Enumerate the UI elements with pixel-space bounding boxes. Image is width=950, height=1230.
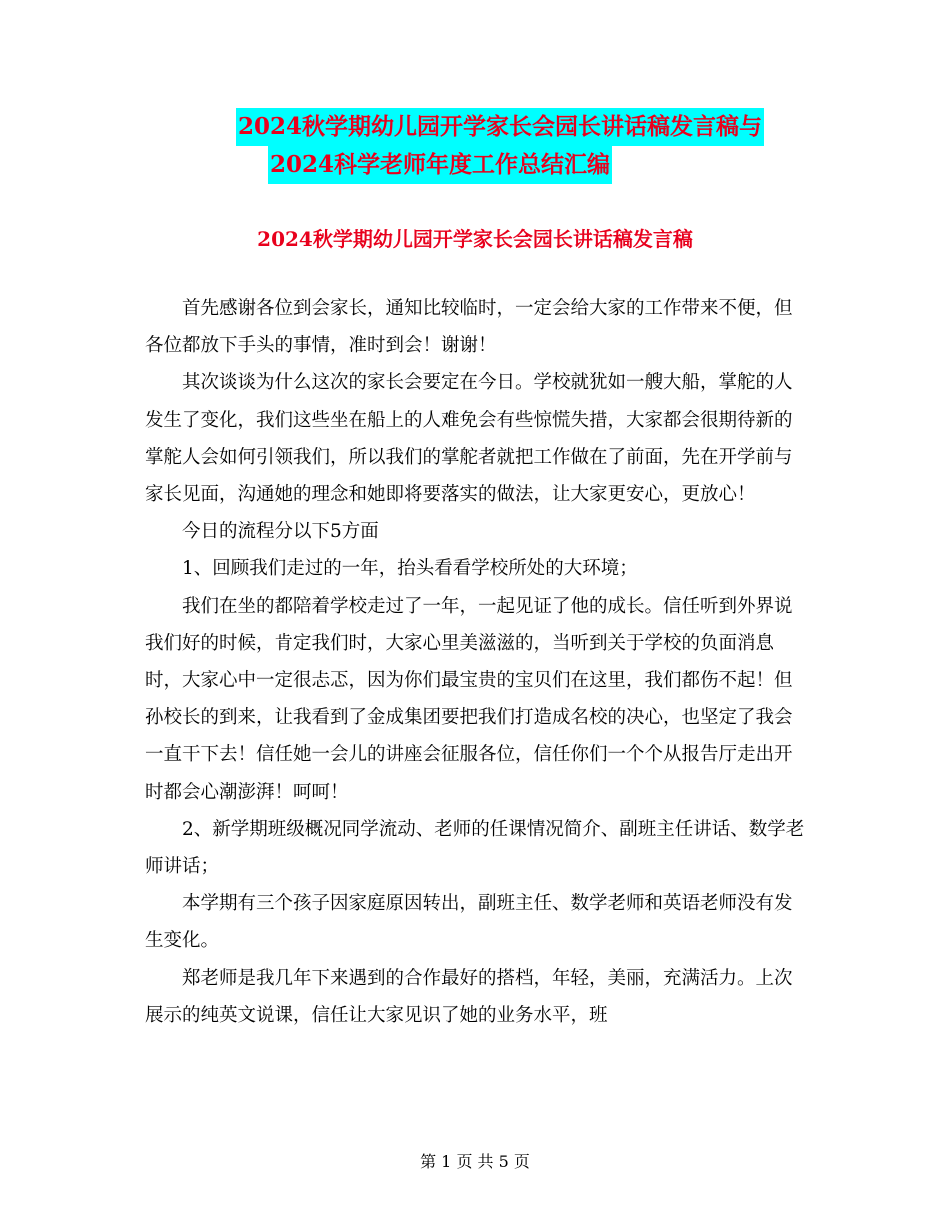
paragraph: 其次谈谈为什么这次的家长会要定在今日。学校就犹如一艘大船，掌舵的人发生了变化，我们这些坐在船上的人难免会有些惊慌失措，大家都会很期待新的掌舵人会如何引领我们，所以我们的掌舵者就把工作做在了前面，先在开学前与家长见面，沟通她的理念和她即将要落实的做法，让大家更安心，更放心！ — [145, 372, 793, 506]
title-line-2: 2024科学老师年度工作总结汇编 — [268, 146, 612, 184]
paragraph: 2、新学期班级概况同学流动、老师的任课情况简介、副班主任讲话、数学老师讲话； — [145, 818, 805, 878]
document-body — [145, 290, 810, 1034]
section-heading: 2024秋学期幼儿园开学家长会园长讲话稿发言稿 — [257, 227, 693, 251]
paragraph: 1、回顾我们走过的一年，抬头看看学校所处的大环境； — [182, 558, 638, 580]
paragraph: 今日的流程分以下5方面 — [182, 521, 379, 543]
document-title — [0, 108, 950, 184]
paragraph: 郑老师是我几年下来遇到的合作最好的搭档，年轻，美丽，充满活力。上次展示的纯英文说课，信任让大家见识了她的业务水平，班 — [145, 967, 793, 1026]
page-footer: 第 1 页 共 5 页 — [420, 1152, 530, 1171]
title-line-1: 2024秋学期幼儿园开学家长会园长讲话稿发言稿与 — [236, 108, 764, 146]
paragraph: 首先感谢各位到会家长，通知比较临时，一定会给大家的工作带来不便，但各位都放下手头的事情，准时到会！谢谢！ — [145, 298, 793, 357]
paragraph: 本学期有三个孩子因家庭原因转出，副班主任、数学老师和英语老师没有发生变化。 — [145, 893, 793, 952]
paragraph: 我们在坐的都陪着学校走过了一年，一起见证了他的成长。信任听到外界说我们好的时候，肯定我们时，大家心里美滋滋的，当听到关于学校的负面消息时，大家心中一定很忐忑，因为你们最宝贵的宝贝们在这里，我们都伤不起！但孙校长的到来，让我看到了金成集团要把我们打造成名校的决心，也坚定了我会一直干下去！信任她一会儿的讲座会征服各位，信任你们一个个从报告厅走出开时都会心潮澎湃！呵呵！ — [145, 595, 793, 803]
